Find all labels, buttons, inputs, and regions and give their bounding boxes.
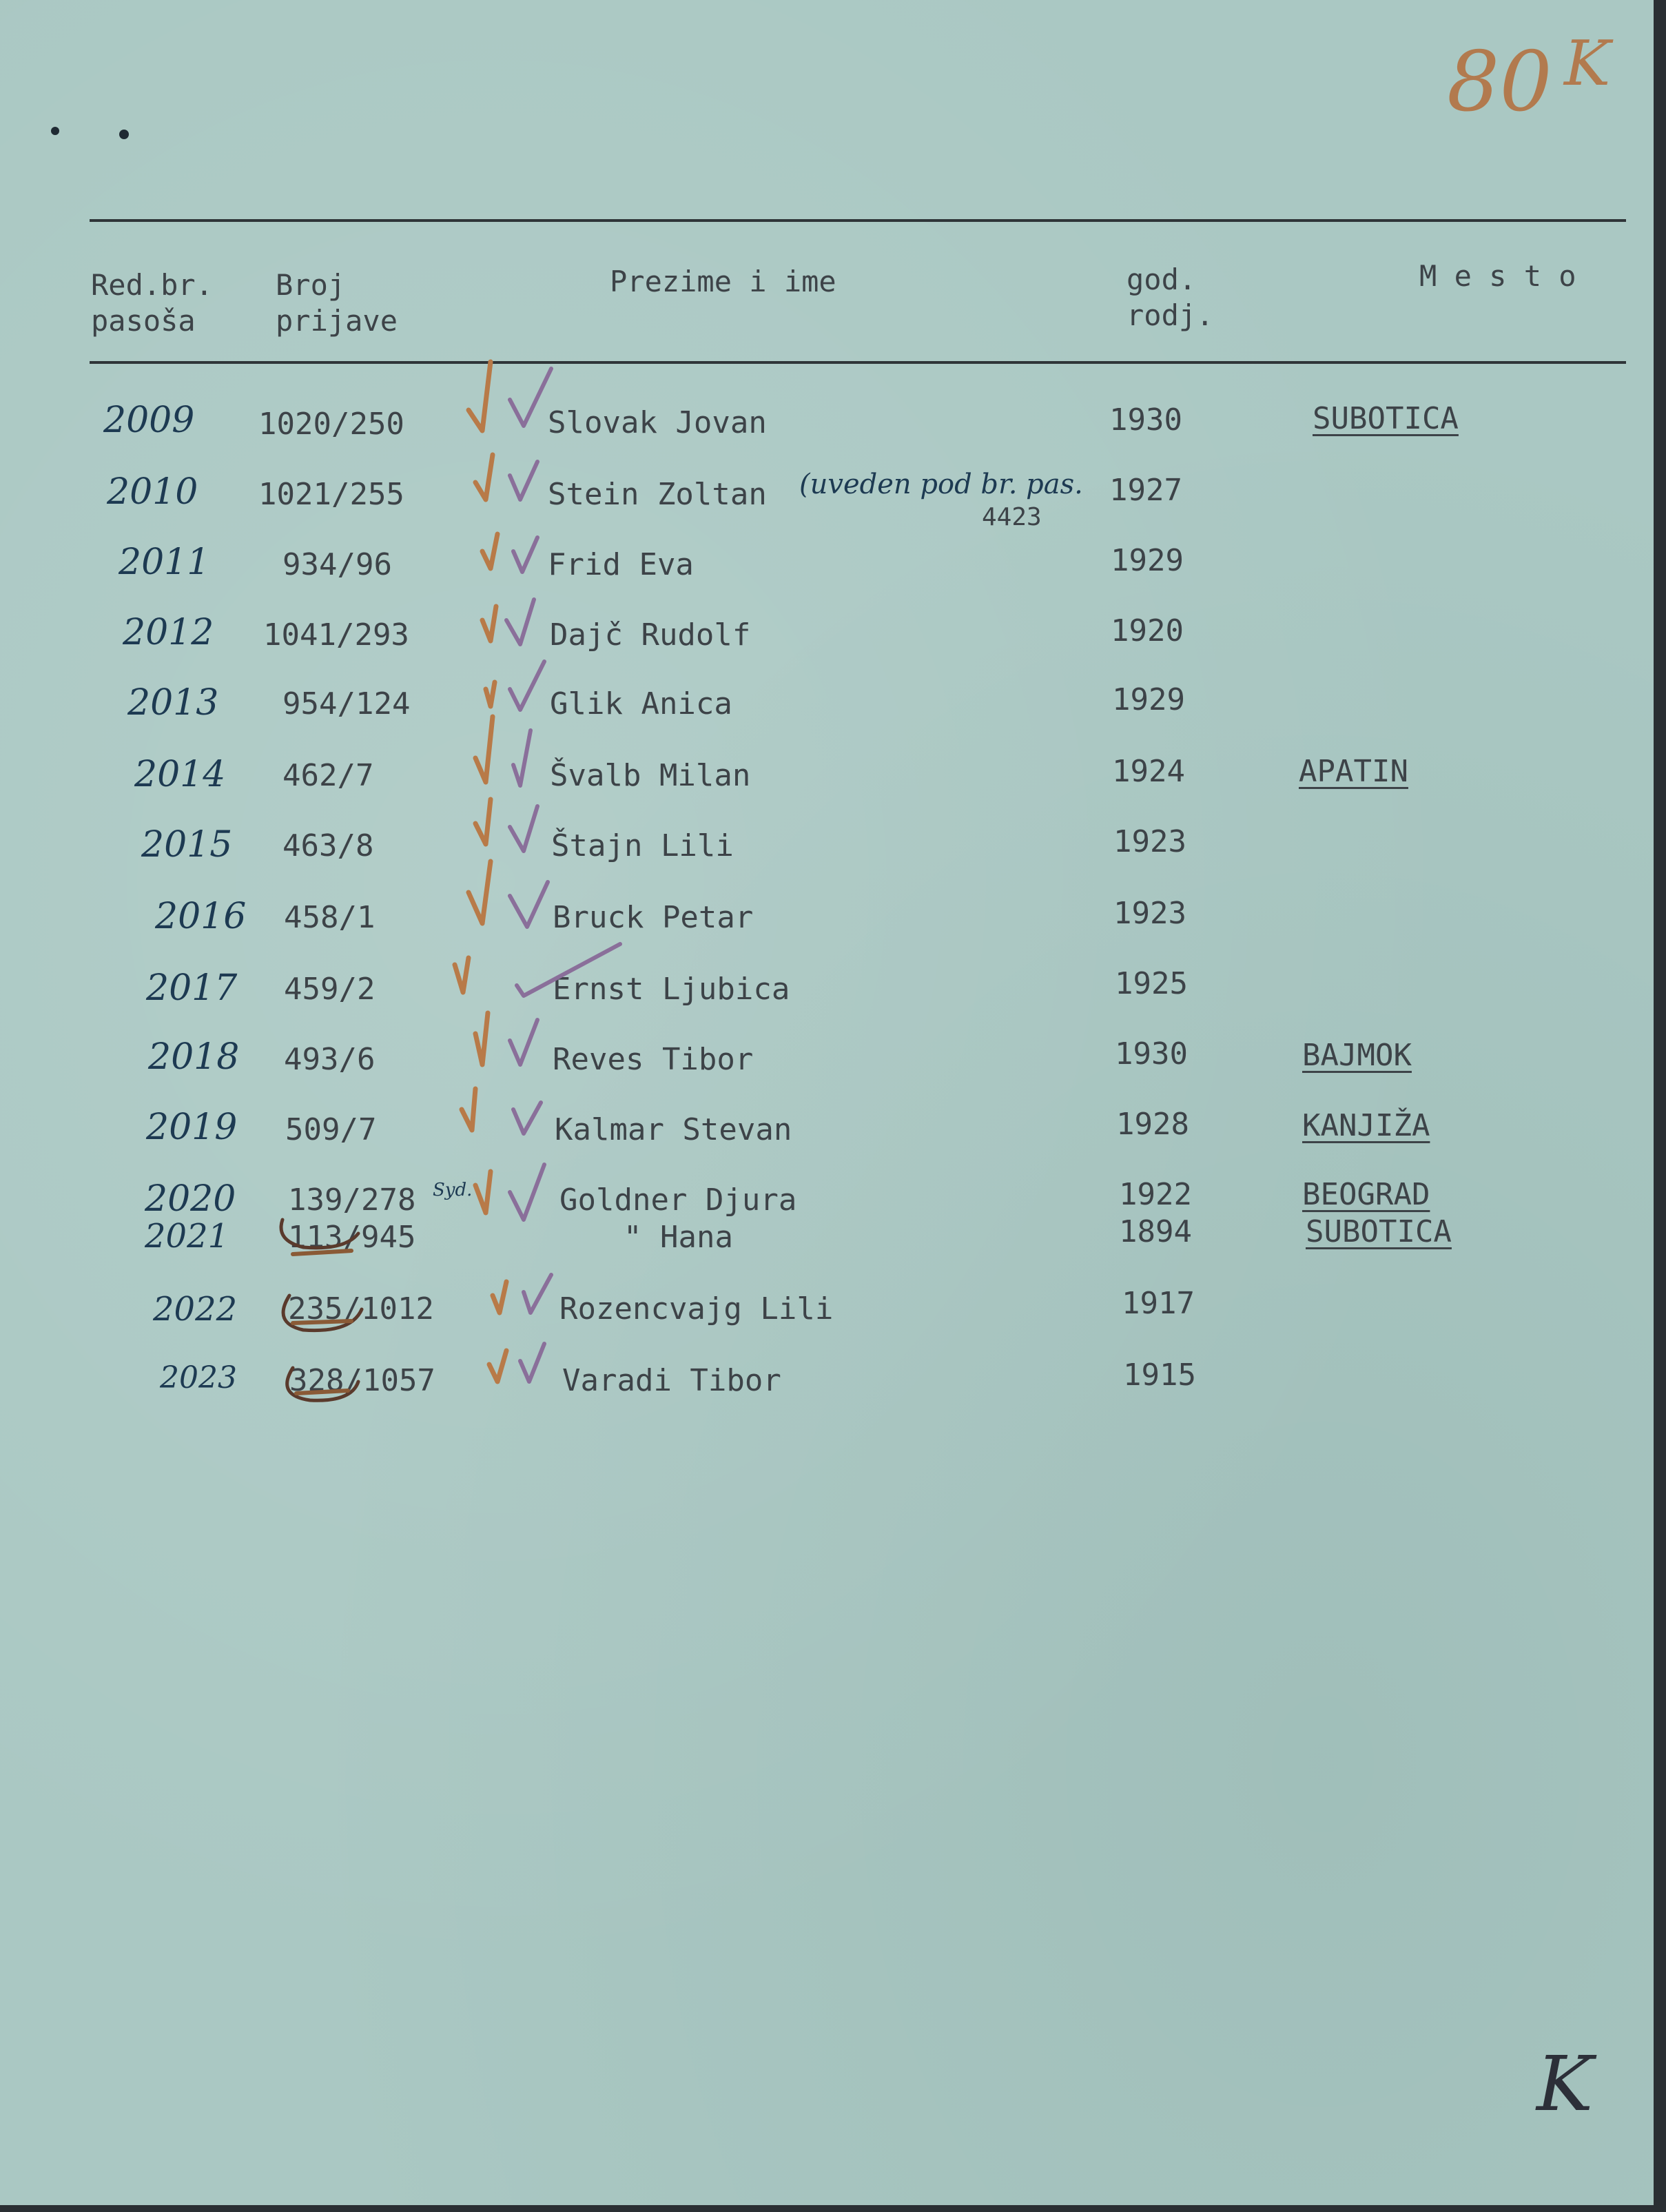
passport-number: 2013	[127, 682, 219, 724]
check-icon	[493, 1282, 506, 1313]
birth-year: 1929	[1112, 682, 1185, 717]
application-number: 934/96	[282, 547, 392, 582]
check-icon	[482, 534, 497, 569]
check-icon	[462, 1089, 475, 1130]
passport-number: 2022	[153, 1290, 238, 1329]
check-icon	[475, 1171, 491, 1213]
place-name: BEOGRAD	[1302, 1177, 1430, 1212]
birth-year: 1930	[1109, 402, 1182, 438]
birth-year: 1923	[1113, 824, 1186, 859]
birth-year: 1927	[1109, 473, 1182, 508]
person-name: Stein Zoltan	[548, 477, 767, 512]
place-name: KANJIŽA	[1302, 1108, 1430, 1143]
application-number: 493/6	[284, 1042, 376, 1077]
check-icon	[475, 455, 493, 500]
passport-number: 2019	[146, 1107, 238, 1148]
person-name: Švalb Milan	[550, 758, 751, 793]
margin-note-number: 4423	[982, 503, 1042, 531]
dot-mark	[119, 130, 129, 139]
passport-number: 2014	[134, 754, 226, 795]
check-icon	[510, 1165, 544, 1220]
margin-dots	[51, 127, 129, 139]
passport-number: 2023	[160, 1360, 237, 1395]
application-number: 1020/250	[258, 407, 404, 442]
application-number: 1021/255	[258, 477, 404, 512]
dot-mark	[51, 127, 59, 135]
header-year: god. rodj.	[1127, 263, 1214, 332]
header-application: Broj prijave	[276, 268, 398, 338]
page-number: 80	[1447, 34, 1552, 130]
passport-number: 2021	[145, 1217, 229, 1256]
check-icon	[469, 861, 491, 923]
person-name: Reves Tibor	[553, 1042, 754, 1077]
application-number: 462/7	[282, 758, 374, 793]
person-name: Ernst Ljubica	[553, 972, 790, 1007]
check-icon	[506, 600, 534, 644]
passport-number: 2011	[119, 542, 210, 583]
margin-note: Syd.	[433, 1180, 473, 1200]
passport-number: 2009	[103, 400, 195, 441]
check-icon	[510, 369, 551, 426]
check-icon	[510, 662, 544, 710]
birth-year: 1930	[1115, 1036, 1188, 1072]
check-icon	[455, 958, 469, 992]
corner-initial: K	[1564, 28, 1611, 100]
passport-number: 2017	[146, 967, 238, 1009]
birth-year: 1924	[1112, 754, 1185, 789]
birth-year: 1915	[1123, 1358, 1196, 1393]
person-name: Goldner Djura	[559, 1182, 797, 1218]
check-icon	[510, 806, 537, 851]
passport-number: 2020	[145, 1178, 236, 1220]
check-marks-brown	[455, 362, 506, 1382]
application-number: 459/2	[284, 972, 376, 1007]
application-number: 235/1012	[288, 1291, 434, 1327]
bottom-initial: K	[1536, 2040, 1594, 2128]
passport-number: 2015	[141, 824, 233, 866]
check-icon	[475, 799, 491, 844]
birth-year: 1917	[1122, 1286, 1195, 1321]
check-icon	[510, 1020, 537, 1065]
passport-number: 2018	[148, 1036, 240, 1078]
check-icon	[486, 682, 495, 706]
check-icon	[513, 730, 531, 786]
check-icon	[510, 462, 537, 500]
application-number: 328/1057	[289, 1363, 435, 1398]
person-name: Varadi Tibor	[562, 1363, 781, 1398]
check-icon	[489, 1351, 506, 1382]
person-name: Slovak Jovan	[548, 405, 767, 440]
header-rule	[90, 361, 1626, 364]
birth-year: 1922	[1119, 1177, 1192, 1212]
birth-year: 1923	[1113, 896, 1186, 931]
birth-year: 1925	[1115, 966, 1188, 1001]
person-name: " Hana	[624, 1220, 733, 1255]
margin-note: (uveden pod br. pas.	[799, 469, 1083, 500]
passport-number: 2016	[155, 896, 247, 937]
check-icon	[482, 606, 496, 641]
check-icon	[510, 882, 548, 927]
birth-year: 1920	[1111, 613, 1184, 648]
passport-number: 2010	[107, 471, 198, 513]
check-icon	[469, 362, 491, 431]
person-name: Dajč Rudolf	[550, 617, 751, 653]
birth-year: 1894	[1119, 1214, 1192, 1249]
birth-year: 1929	[1111, 543, 1184, 578]
check-icon	[520, 1344, 544, 1382]
person-name: Glik Anica	[550, 686, 732, 721]
person-name: Štajn Lili	[551, 828, 734, 863]
application-number: 113/945	[288, 1220, 416, 1255]
place-name: SUBOTICA	[1313, 401, 1459, 436]
application-number: 458/1	[284, 900, 376, 935]
check-icon	[513, 537, 537, 572]
place-name: SUBOTICA	[1306, 1214, 1452, 1249]
application-number: 1041/293	[263, 617, 409, 653]
person-name: Kalmar Stevan	[555, 1112, 792, 1147]
header-passport: Red.br. pasoša	[91, 268, 214, 338]
person-name: Bruck Petar	[553, 900, 754, 935]
person-name: Rozencvajg Lili	[559, 1291, 834, 1327]
top-rule	[90, 219, 1626, 222]
check-icon	[475, 717, 493, 782]
place-name: BAJMOK	[1302, 1038, 1412, 1073]
person-name: Frid Eva	[548, 547, 694, 582]
check-icon	[524, 1275, 551, 1313]
application-number: 463/8	[282, 828, 374, 863]
check-icon	[475, 1013, 488, 1065]
application-number: 954/124	[282, 686, 411, 721]
header-place: M e s t o	[1419, 259, 1576, 293]
birth-year: 1928	[1116, 1107, 1189, 1142]
application-number: 509/7	[285, 1112, 377, 1147]
place-name: APATIN	[1299, 754, 1408, 789]
application-number: 139/278	[288, 1182, 416, 1218]
check-marks-purple	[506, 369, 620, 1382]
header-name: Prezime i ime	[610, 265, 836, 298]
check-icon	[513, 1103, 541, 1134]
passport-number: 2012	[123, 612, 214, 653]
